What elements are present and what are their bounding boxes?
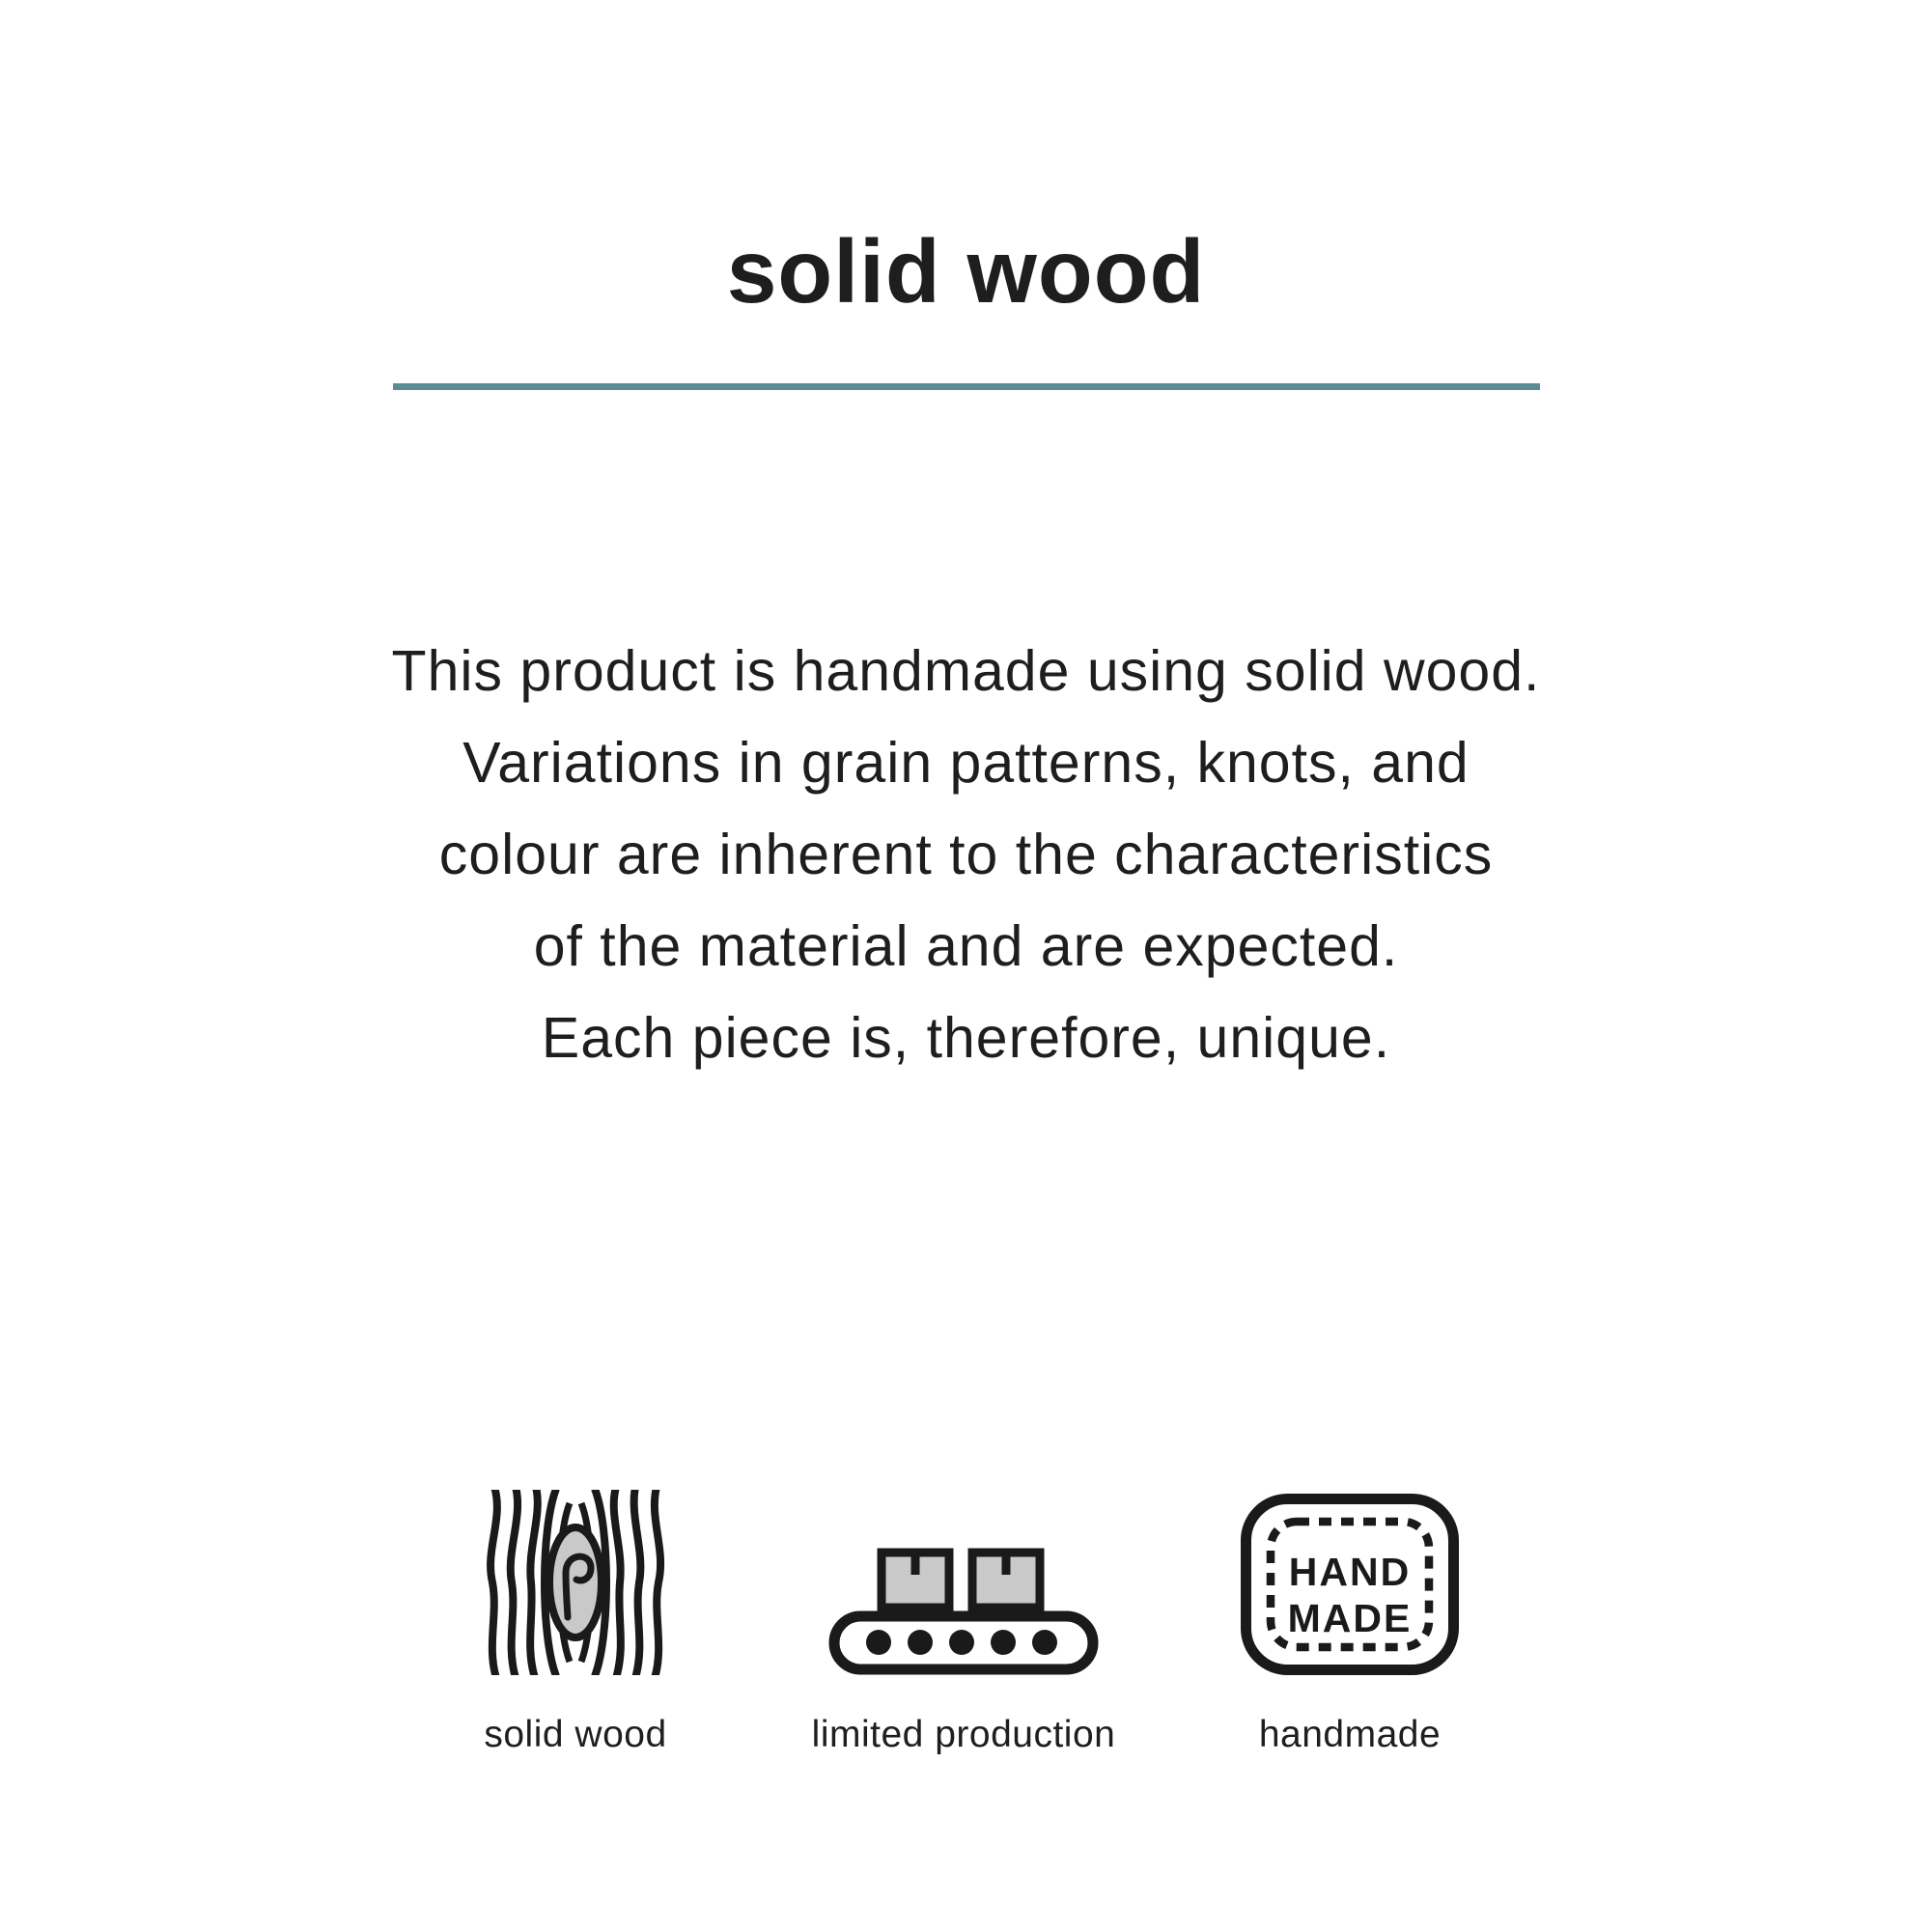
page-title: solid wood — [726, 221, 1206, 322]
feature-label-solid-wood: solid wood — [484, 1714, 667, 1755]
description-line: Each piece is, therefore, unique. — [541, 1006, 1391, 1070]
feature-label-handmade: handmade — [1258, 1714, 1442, 1755]
description-line: This product is handmade using solid wood. — [391, 639, 1541, 703]
title-divider-rule — [393, 383, 1540, 390]
feature-handmade — [1241, 1490, 1459, 1756]
badge-text-made: MADE — [1287, 1596, 1413, 1640]
description-paragraph — [0, 626, 1932, 1084]
wood-grain-icon — [483, 1490, 668, 1675]
feature-solid-wood — [483, 1490, 668, 1756]
feature-limited-production — [811, 1490, 1116, 1756]
description-line: colour are inherent to the characteristics — [438, 823, 1494, 886]
description-line: of the material and are expected. — [533, 914, 1399, 978]
handmade-badge-icon — [1241, 1490, 1459, 1675]
feature-label-limited-production: limited production — [811, 1714, 1116, 1755]
conveyor-belt-icon — [828, 1490, 1099, 1675]
badge-text-hand: HAND — [1288, 1550, 1412, 1594]
description-line: Variations in grain patterns, knots, and — [462, 731, 1470, 795]
